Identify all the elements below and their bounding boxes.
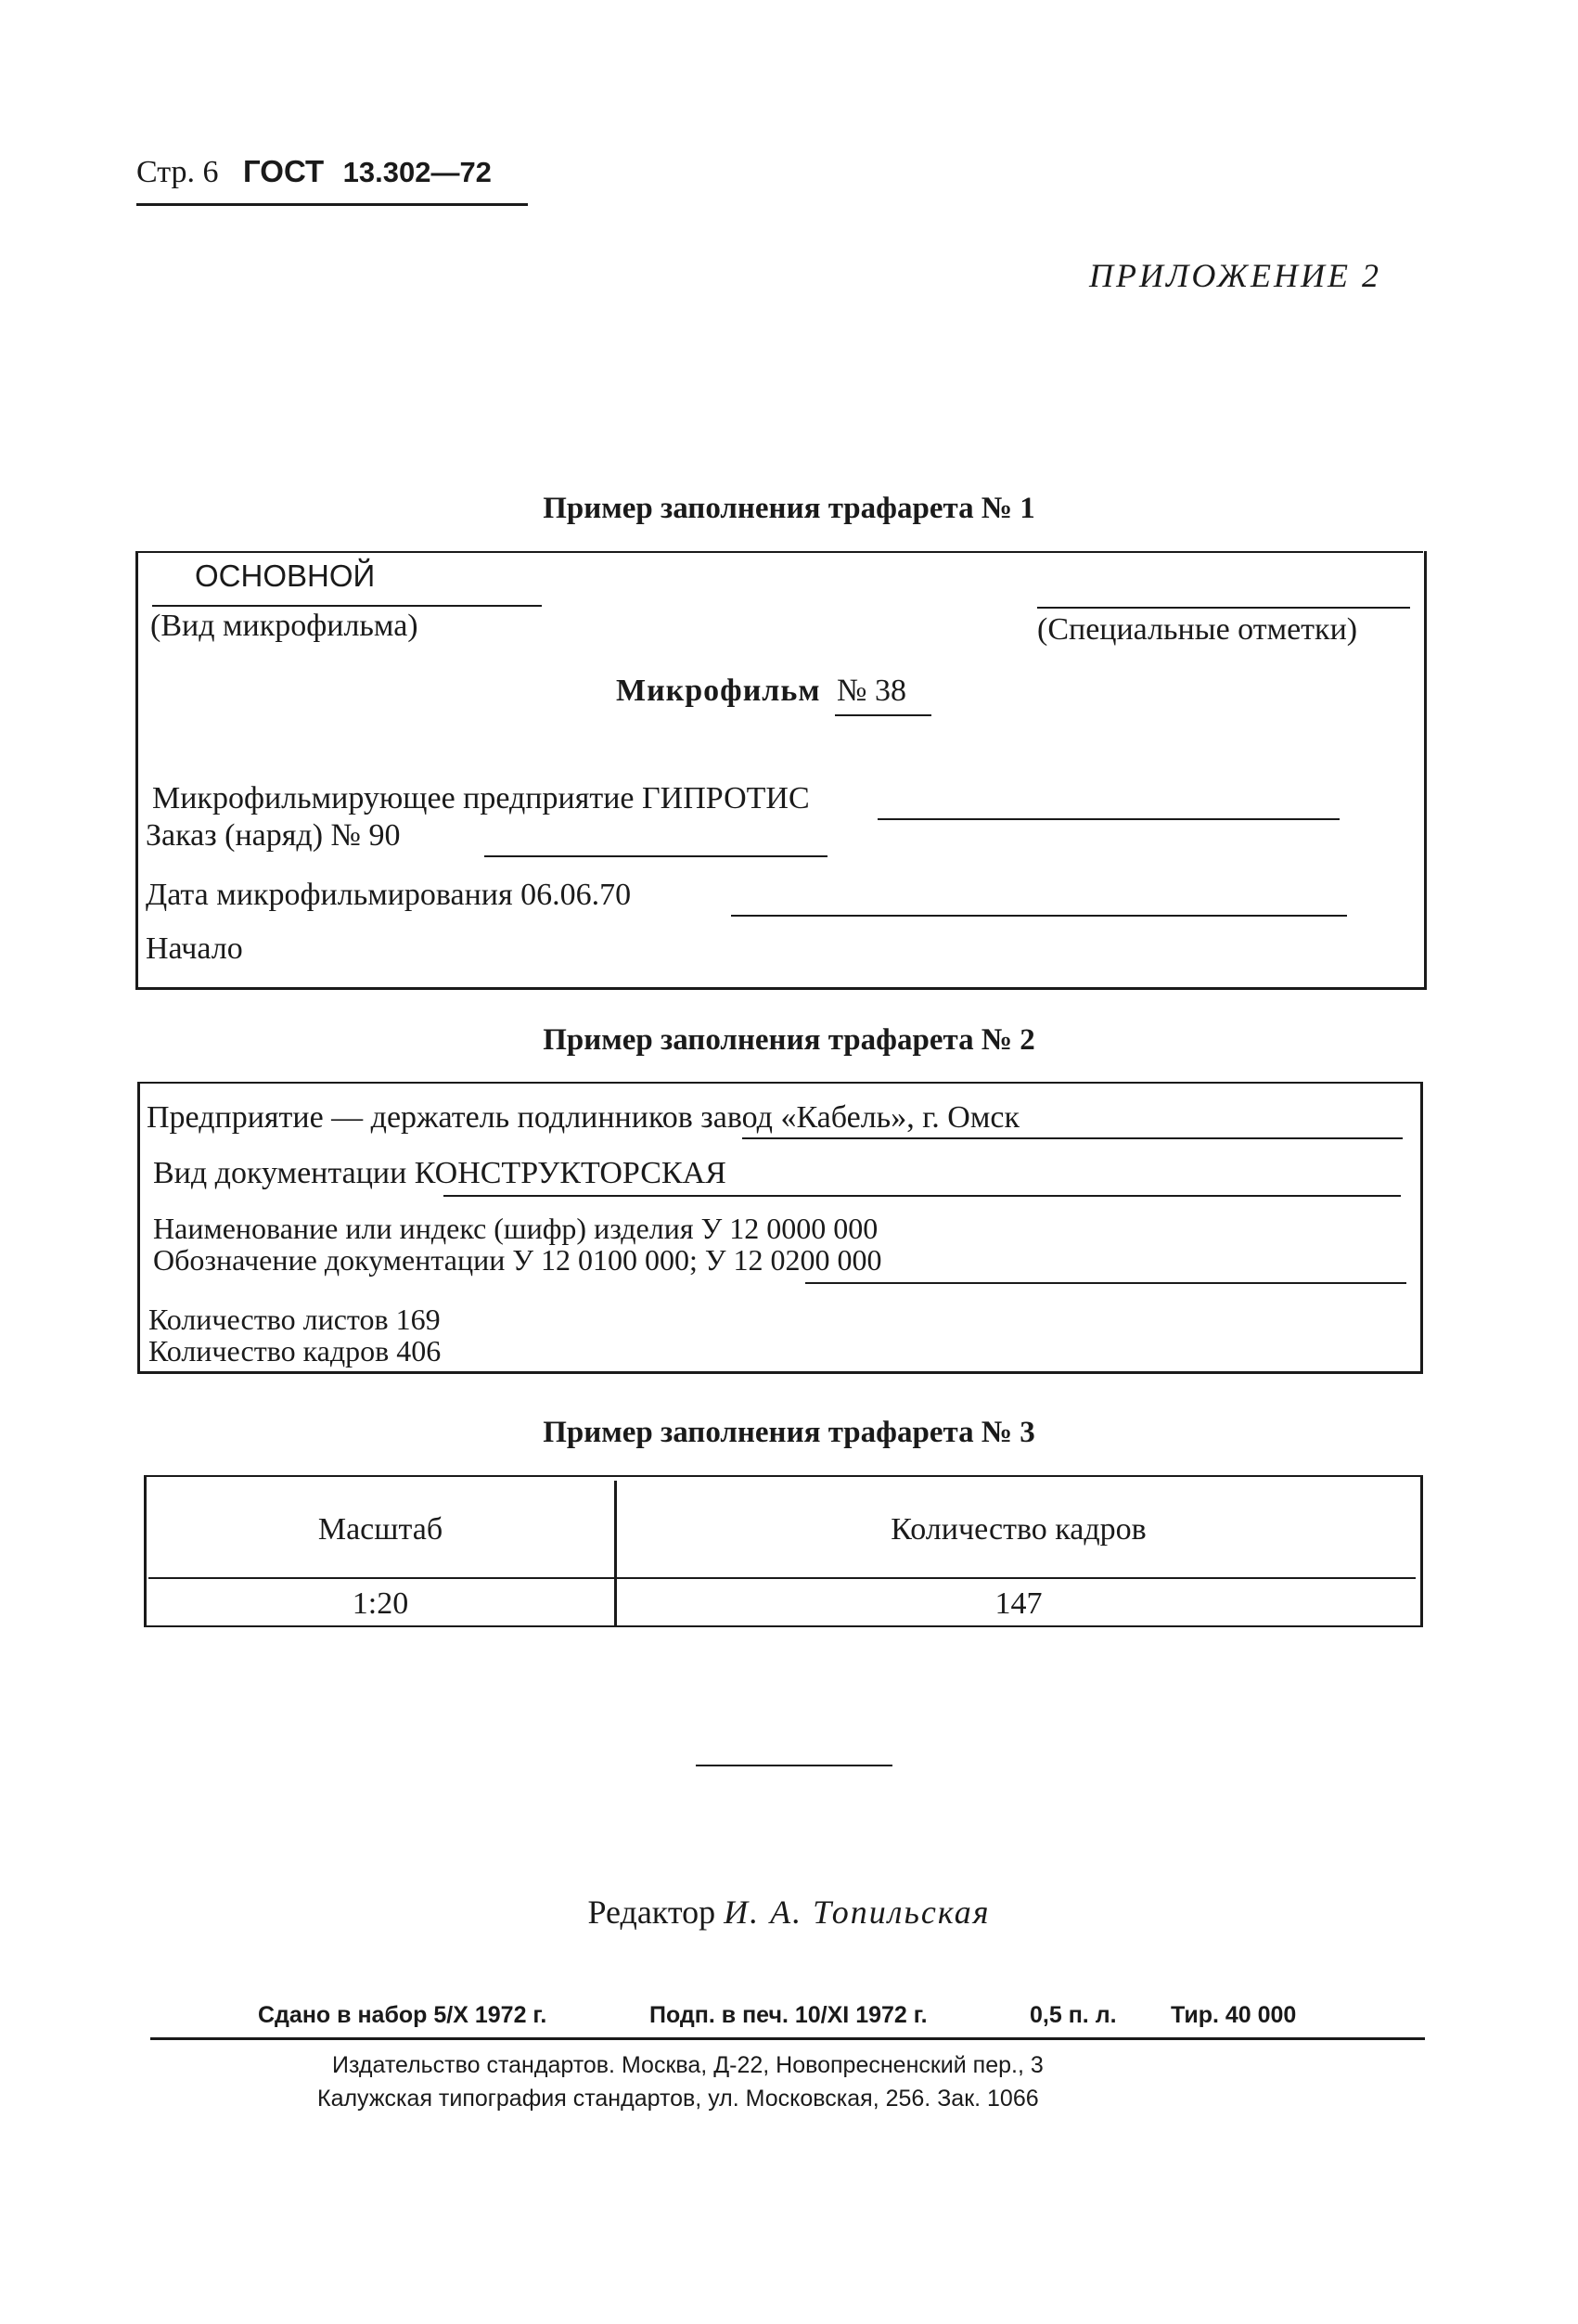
table-header-frames: Количество кадров [891, 1512, 1147, 1547]
date-line: Дата микрофильмирования 06.06.70 [146, 878, 632, 912]
table-header-scale: Масштаб [317, 1512, 443, 1547]
table-cell-scale: 1:20 [352, 1586, 409, 1621]
standard-label: ГОСТ [243, 154, 325, 188]
film-type-label: (Вид микрофильма) [150, 609, 418, 643]
frames-line: Количество кадров 406 [148, 1334, 442, 1367]
start-line: Начало [146, 931, 243, 966]
enterprise-line: Микрофильмирующее предприятие ГИПРОТИС [152, 781, 810, 815]
microfilm-number-line [835, 714, 931, 716]
stencil3-caption: Пример заполнения трафарета № 3 [543, 1416, 1035, 1449]
stencil1-bottom-border [135, 987, 1427, 990]
holder-line: Предприятие — держатель подлинников завод «Кабель», г. Омск [147, 1100, 1020, 1135]
table-top-border [144, 1475, 1422, 1477]
special-marks-line [1037, 607, 1410, 609]
imprint-rule [150, 2037, 1425, 2040]
product-line: Наименование или индекс (шифр) изделия У 12 0000 000 [153, 1212, 879, 1245]
stencil2-bottom-border [137, 1371, 1423, 1374]
header-underline [136, 203, 528, 206]
editor-label: Редактор [587, 1894, 716, 1931]
holder-fill-line [742, 1137, 1403, 1139]
enterprise-fill-line [878, 818, 1340, 820]
sheets-line: Количество листов 169 [148, 1303, 441, 1336]
microfilm-label: Микрофильм [616, 674, 821, 708]
date-fill-line [731, 915, 1347, 917]
editor-credit [0, 1893, 1578, 1932]
typeset-date: Сдано в набор 5/Х 1972 г. [258, 2002, 547, 2028]
designation-fill-line [805, 1282, 1406, 1284]
designation-line: Обозначение документации У 12 0100 000; У 12 0200 000 [153, 1243, 882, 1277]
volume: 0,5 п. л. [1030, 2002, 1117, 2028]
editor-name: И. А. Топильская [724, 1894, 991, 1931]
film-type-value: ОСНОВНОЙ [195, 559, 376, 593]
doc-type-line: Вид документации КОНСТРУКТОРСКАЯ [153, 1156, 726, 1190]
stencil2-caption: Пример заполнения трафарета № 2 [543, 1023, 1035, 1057]
circulation: Тир. 40 000 [1171, 2002, 1297, 2028]
order-fill-line [484, 855, 827, 857]
page-label: Стр. 6 [136, 155, 219, 189]
section-separator [696, 1765, 892, 1766]
publisher-line: Издательство стандартов. Москва, Д-22, Новопресненский пер., 3 [332, 2052, 1044, 2078]
stencil1-caption: Пример заполнения трафарета № 1 [543, 492, 1035, 525]
signed-date: Подп. в печ. 10/XI 1972 г. [649, 2002, 928, 2028]
table-bottom-border [144, 1625, 1423, 1627]
page-header [136, 154, 492, 190]
order-line: Заказ (наряд) № 90 [146, 818, 401, 853]
microfilm-number: № 38 [837, 674, 906, 708]
table-right-border [1420, 1475, 1423, 1627]
appendix-title: ПРИЛОЖЕНИЕ 2 [1089, 257, 1381, 294]
standard-number: 13.302—72 [342, 156, 492, 188]
printer-line: Калужская типография стандартов, ул. Московская, 256. Зак. 1066 [317, 2086, 1039, 2112]
doc-type-fill-line [443, 1195, 1401, 1197]
table-cell-frames: 147 [994, 1586, 1043, 1621]
film-type-line [152, 605, 542, 607]
table-header-divider [148, 1577, 1416, 1579]
special-marks-label: (Специальные отметки) [1037, 612, 1358, 647]
